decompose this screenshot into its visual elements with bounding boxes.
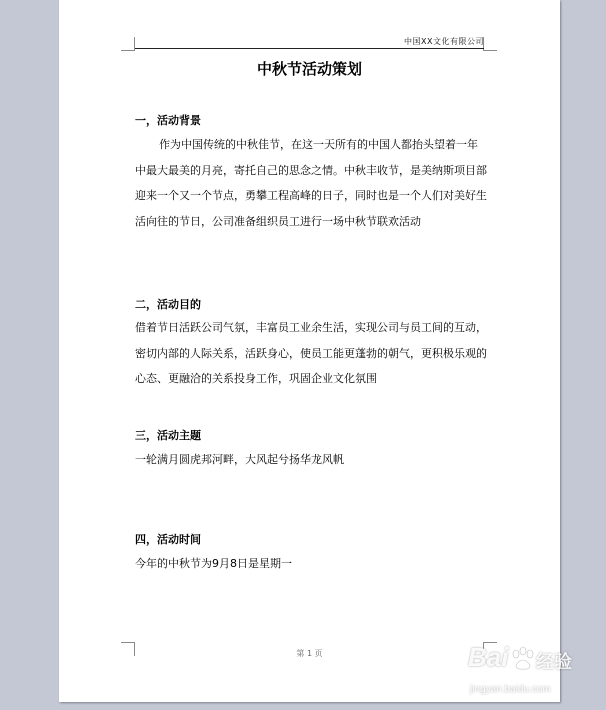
margin-mark-bottom-left [121, 642, 135, 656]
section-body-time: 今年的中秋节为9月8日是星期一 [135, 557, 292, 570]
watermark-url: jingyan.baidu.com [470, 684, 551, 695]
section-body-theme: 一轮满月圆虎邦河畔，大风起兮扬华龙风帆 [135, 453, 344, 466]
section-heading-theme: 三，活动主题 [135, 429, 201, 442]
page-number: 第 1 页 [296, 649, 323, 658]
watermark-name: 经验 [536, 652, 572, 672]
baidu-jingyan-watermark [468, 642, 604, 708]
document-title: 中秋节活动策划 [256, 60, 362, 78]
section-body-background: 作为中国传统的中秋佳节，在这一天所有的中国人都抬头望着一年中最大最美的月亮，寄托自己的思念之情。中秋丰收节，是美纳斯项目部迎来一个又一个节点，勇攀工程高峰的日子，同时也是一个人们对美好生活向往的节日，公司准备组织员工进行一场中秋节联欢活动 [135, 138, 487, 228]
section-heading-background: 一，活动背景 [135, 114, 201, 127]
header-rule [135, 48, 484, 49]
document-page [59, 0, 560, 702]
page-header-company: 中国XX文化有限公司 [404, 37, 484, 46]
watermark-logo-text: Bai [468, 642, 509, 672]
section-heading-time: 四，活动时间 [135, 533, 201, 546]
margin-mark-top-right [483, 37, 497, 51]
section-heading-purpose: 二，活动目的 [135, 298, 201, 311]
margin-mark-top-left [121, 37, 135, 51]
section-body-purpose: 借着节日活跃公司气氛，丰富员工业余生活，实现公司与员工间的互动，密切内部的人际关系，活跃身心，使员工能更蓬勃的朝气，更积极乐观的心态、更融洽的关系投身工作，巩固企业文化氛围 [135, 321, 487, 385]
paw-icon [510, 646, 536, 672]
